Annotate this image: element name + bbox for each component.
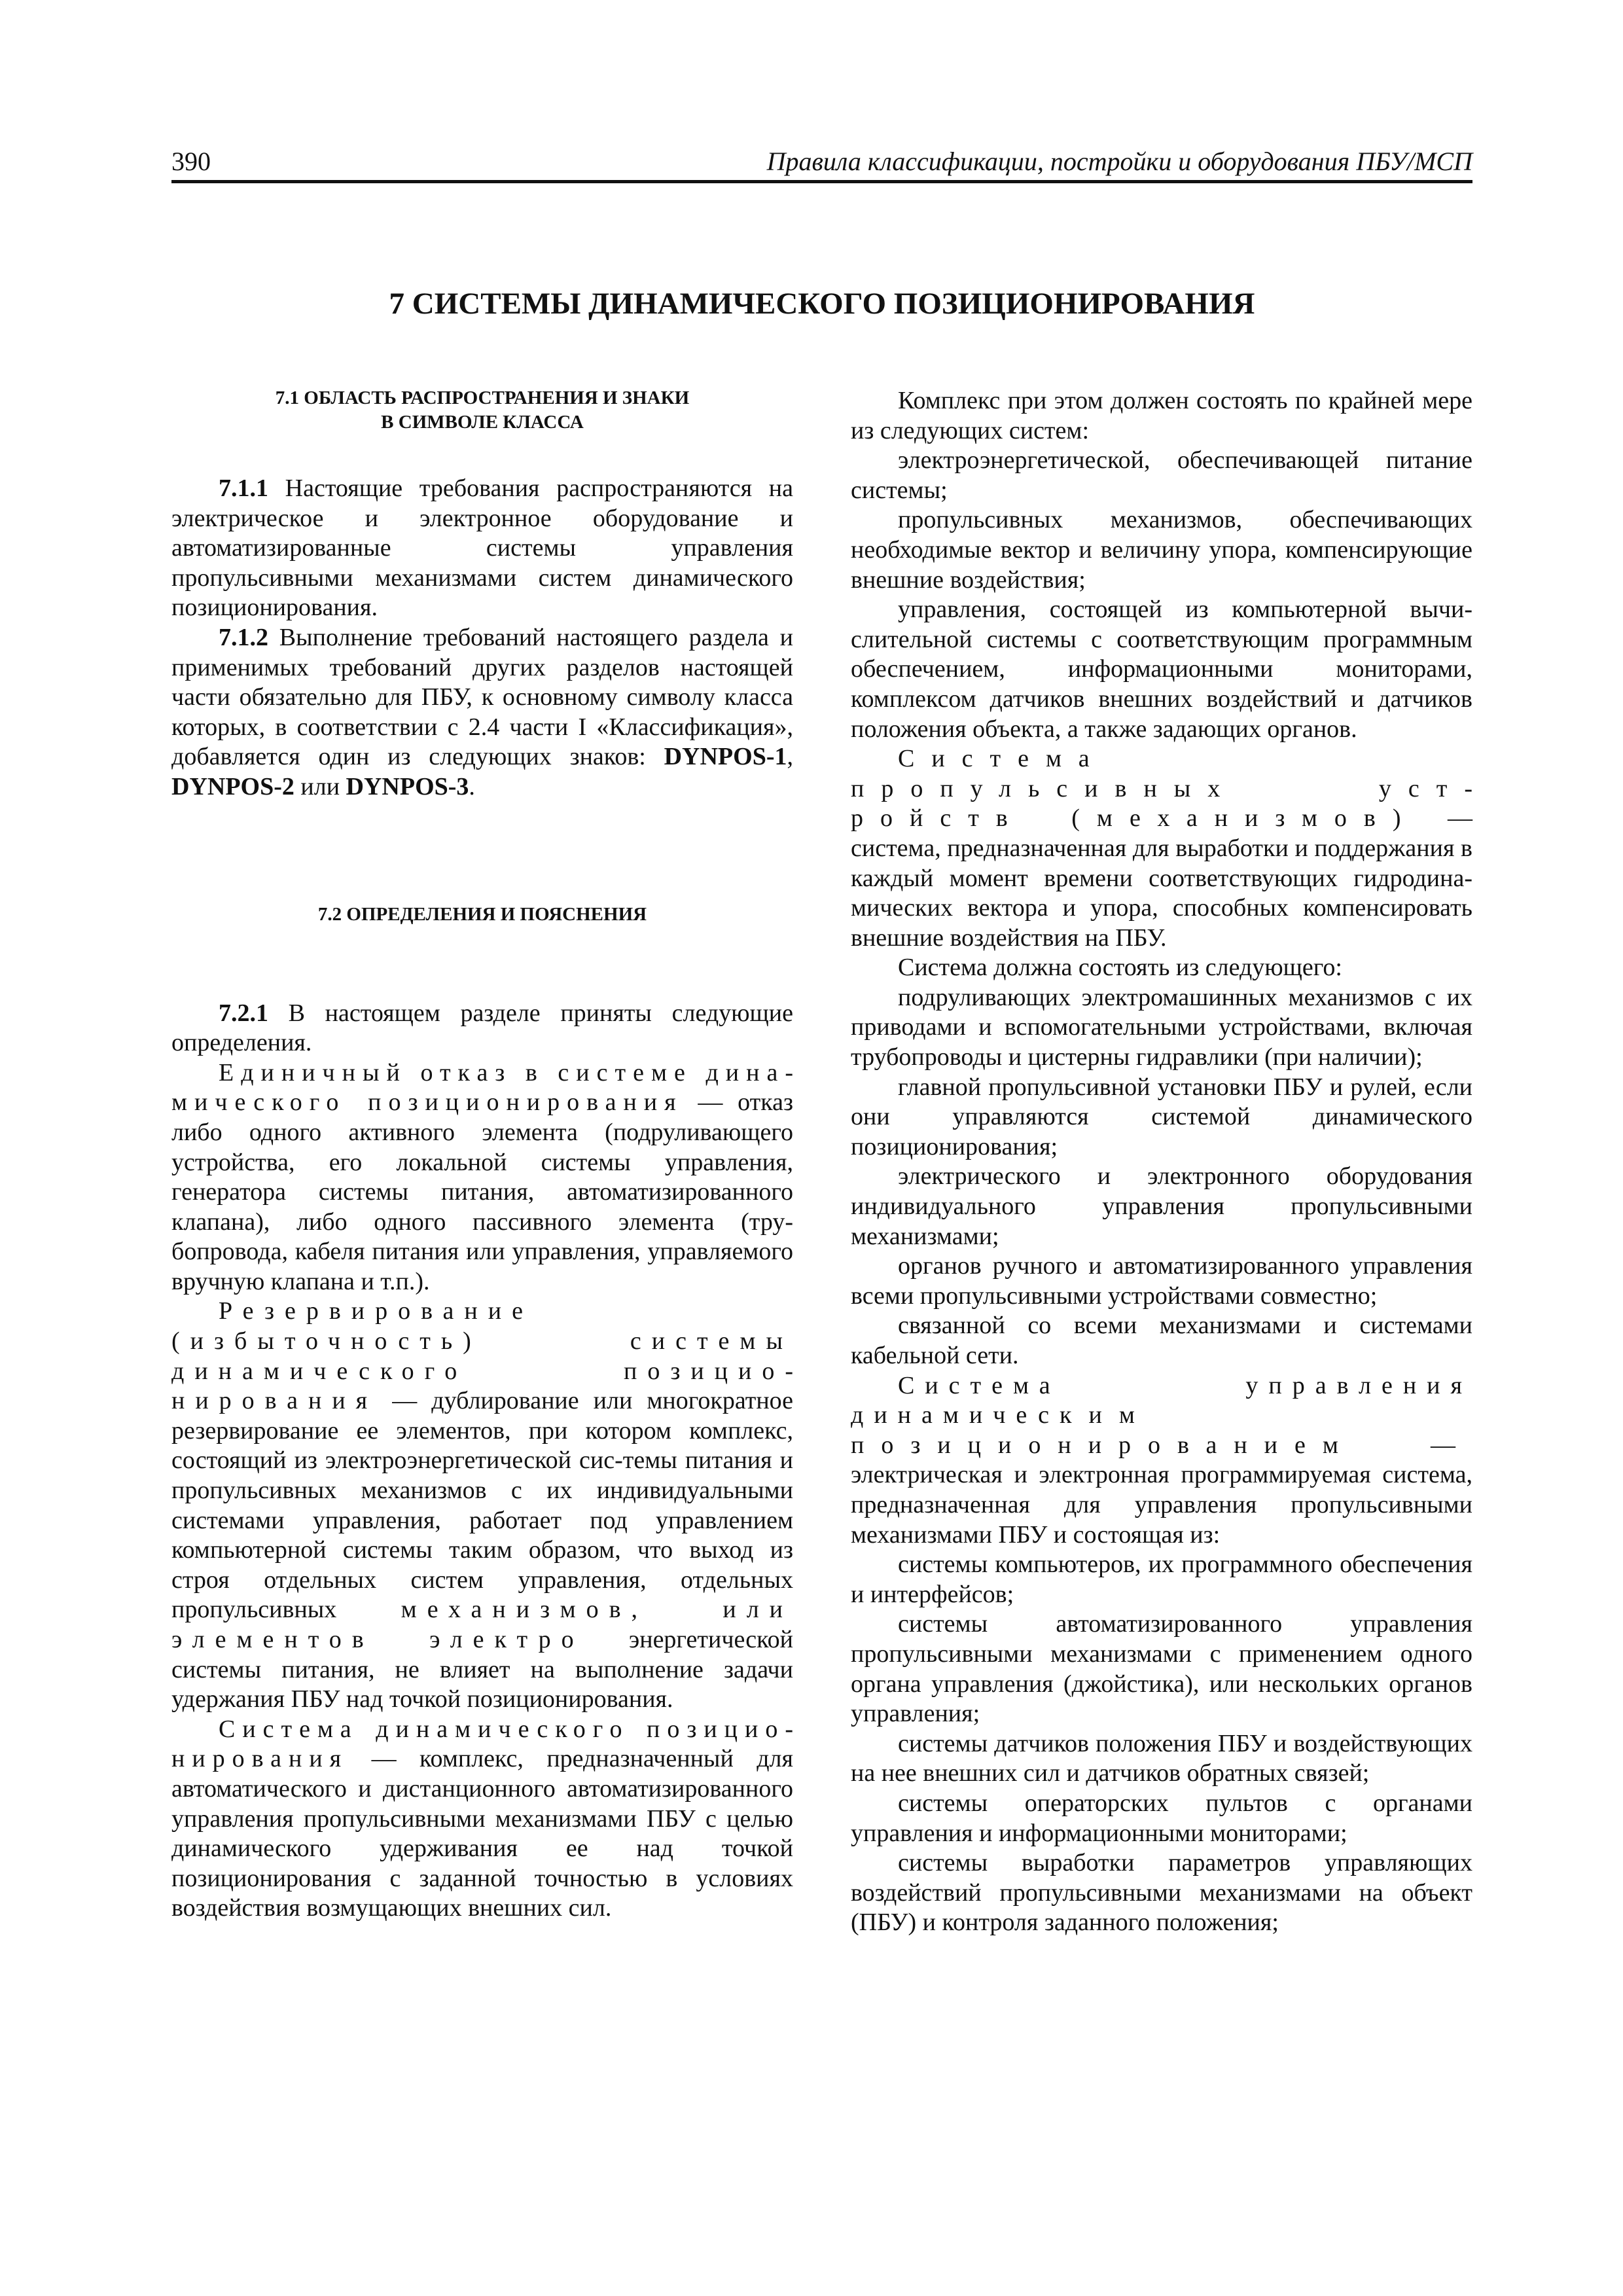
running-title: Правила классификации, постройки и оборудования ПБУ/МСП: [766, 147, 1472, 176]
paragraph-7-1-2: [171, 623, 793, 802]
section-heading-7-2: [171, 903, 793, 927]
section-heading-line: 7.2 ОПРЕДЕЛЕНИЯ И ПОЯСНЕНИЯ: [317, 903, 647, 925]
paragraph-text: В настоящем разделе приняты следующие определения.: [171, 999, 793, 1057]
list-item: подруливающих электромашинных механизмов с их приводами и вспомогательными устройствами, включая трубопроводы и цистерны гидравлики (при наличии);: [851, 983, 1472, 1071]
section-heading-line: 7.1 ОБЛАСТЬ РАСПРОСТРАНЕНИЯ И ЗНАКИ: [275, 387, 690, 408]
paragraph: Комплекс при этом должен состоять по крайней мере из следующих систем:: [851, 387, 1472, 444]
list-item: электроэнергетической, обеспечивающей питание системы;: [851, 446, 1472, 504]
list-item: системы датчиков положения ПБУ и воздействующих на нее внешних сил и датчиков обратных связей;: [851, 1729, 1472, 1787]
header-rule: [171, 180, 1472, 183]
definition-text: — система, предназначенная для выработки и поддержания в каждый момент времени соответствующих гидродинамических вектора и упора, способных компенсировать внешние воздействия на ПБУ.: [851, 804, 1472, 952]
section-heading-line: В СИМВОЛЕ КЛАССА: [381, 412, 584, 433]
defined-term: ким позиционированием —: [851, 1401, 1472, 1459]
clause-number: 7.1.2: [219, 623, 268, 651]
paragraph: Система должна состоять из следующего:: [898, 954, 1342, 982]
class-notation: DYNPOS-3: [346, 772, 469, 800]
class-notation: DYNPOS-1: [664, 743, 787, 771]
list-item: главной пропульсивной установки ПБУ и рулей, если они управляются системой динамического позиционирования;: [851, 1073, 1472, 1160]
class-notation: DYNPOS-2: [171, 772, 294, 800]
list-item: системы автоматизированного управления пропульсивными механизмами с применением одного органа управления (джойстика), или нескольких органов управления;: [851, 1610, 1472, 1728]
definition-dp-control-system: [851, 1371, 1472, 1551]
definition-single-failure: [171, 1058, 793, 1297]
paragraph-text: .: [469, 772, 475, 800]
defined-term: Система динамического позиционирования: [171, 1715, 793, 1773]
paragraph-text: Выполнение требований настоящего раздела и применимых требований других разделов настоящей части обязательно для ПБУ, к основному символу класса которых, в соответствии с 2.4 части I «Классификация», добавляется один из следующих знаков:: [171, 623, 793, 771]
defined-term: Резервирование (избыточность) системы динамического позиционирования: [171, 1297, 793, 1415]
list-item: системы операторских пультов с органами управления и информационными мониторами;: [851, 1789, 1472, 1847]
paragraph-7-2-1: [171, 999, 793, 1058]
definition-text: — отказ либо одного активного элемента (подруливающего устройства, его локальной системы управления, генератора системы питания, автоматизированного клапана), либо одного пассивного элемента (трубопровода, кабеля питания или управления, управляемого вручную клапана и т.п.).: [171, 1088, 793, 1295]
list-item: электрического и электронного оборудования индивидуального управления пропульсивными механизмами;: [851, 1162, 1472, 1250]
definition-dp-system: [171, 1715, 793, 1924]
list-item: системы компьютеров, их программного обеспечения и интерфейсов;: [851, 1551, 1472, 1608]
defined-term: Система пропульсивных устройств (механизмов): [851, 745, 1472, 833]
definition-propulsion-system: [851, 744, 1472, 953]
paragraph-text: или: [294, 772, 346, 800]
definition-text: — комплекс, предназначенный для автоматического и дистанционного автоматизированного управления пропульсивными механизмами ПБУ с целью динамического удерживания ее над точкой позиционирования с заданной точностью в условиях воздействия возмущающих внешних сил.: [171, 1745, 793, 1922]
list-item: связанной со всеми механизмами и системами кабельной сети.: [851, 1312, 1472, 1369]
chapter-title: 7 СИСТЕМЫ ДИНАМИЧЕСКОГО ПОЗИЦИОНИРОВАНИЯ: [389, 287, 1255, 321]
list-item: системы выработки параметров управляющих воздействий пропульсивными механизмами на объект (ПБУ) и контроля заданного положения;: [851, 1849, 1472, 1937]
running-header: [171, 145, 1472, 178]
list-item: органов ручного и автоматизированного управления всеми пропульсивными устройствами совместно;: [851, 1252, 1472, 1310]
list-item: пропульсивных механизмов, обеспечивающих необходимые вектор и величину упора, компенсирующие внешние воздействия;: [851, 506, 1472, 594]
definition-redundancy: [171, 1297, 793, 1714]
defined-term: Система управления динамичес: [851, 1371, 1472, 1429]
definition-text: — дублирование или многократное резервирование ее элементов, при котором комплекс, состоящий из электроэнергетической сис-темы питания и пропульсивных механизмов с их индивидуальными системами управления, работает под управлением компьютерной системы таким образом, что выход из строя отдельных систем управления, отдельных пропульсивных: [171, 1387, 793, 1624]
spaced-text: механизмов, или элементов электро: [171, 1596, 794, 1653]
left-column: [171, 386, 793, 1924]
clause-number: 7.1.1: [219, 475, 268, 502]
right-column: [851, 386, 1472, 1938]
definition-text: энергетической системы питания, не влияет на выполнение задачи удержания ПБУ над точкой позиционирования.: [171, 1626, 793, 1713]
clause-number: 7.2.1: [219, 999, 268, 1027]
section-heading-7-1: [171, 386, 793, 435]
paragraph-text: ,: [787, 743, 793, 771]
paragraph-text: Настоящие требования распространяются на электрическое и электронное оборудование и автоматизированные системы управления пропульсивными механизмами систем динамического позиционирования.: [171, 475, 793, 622]
page-number: 390: [171, 147, 211, 176]
list-item: управления, состоящей из компьютерной вычислительной системы с соответствующим программным обеспечением, информационными мониторами, комплексом датчиков внешних воздействий и датчиков положения объекта, а также задающих органов.: [851, 596, 1472, 743]
paragraph-7-1-1: [171, 474, 793, 623]
definition-text: электрическая и электронная программируемая система, предназначенная для управления пропульсивными механизмами ПБУ и состоящая из:: [851, 1461, 1472, 1549]
defined-term: Единичный отказ в системе динамического позиционирования: [171, 1058, 793, 1117]
